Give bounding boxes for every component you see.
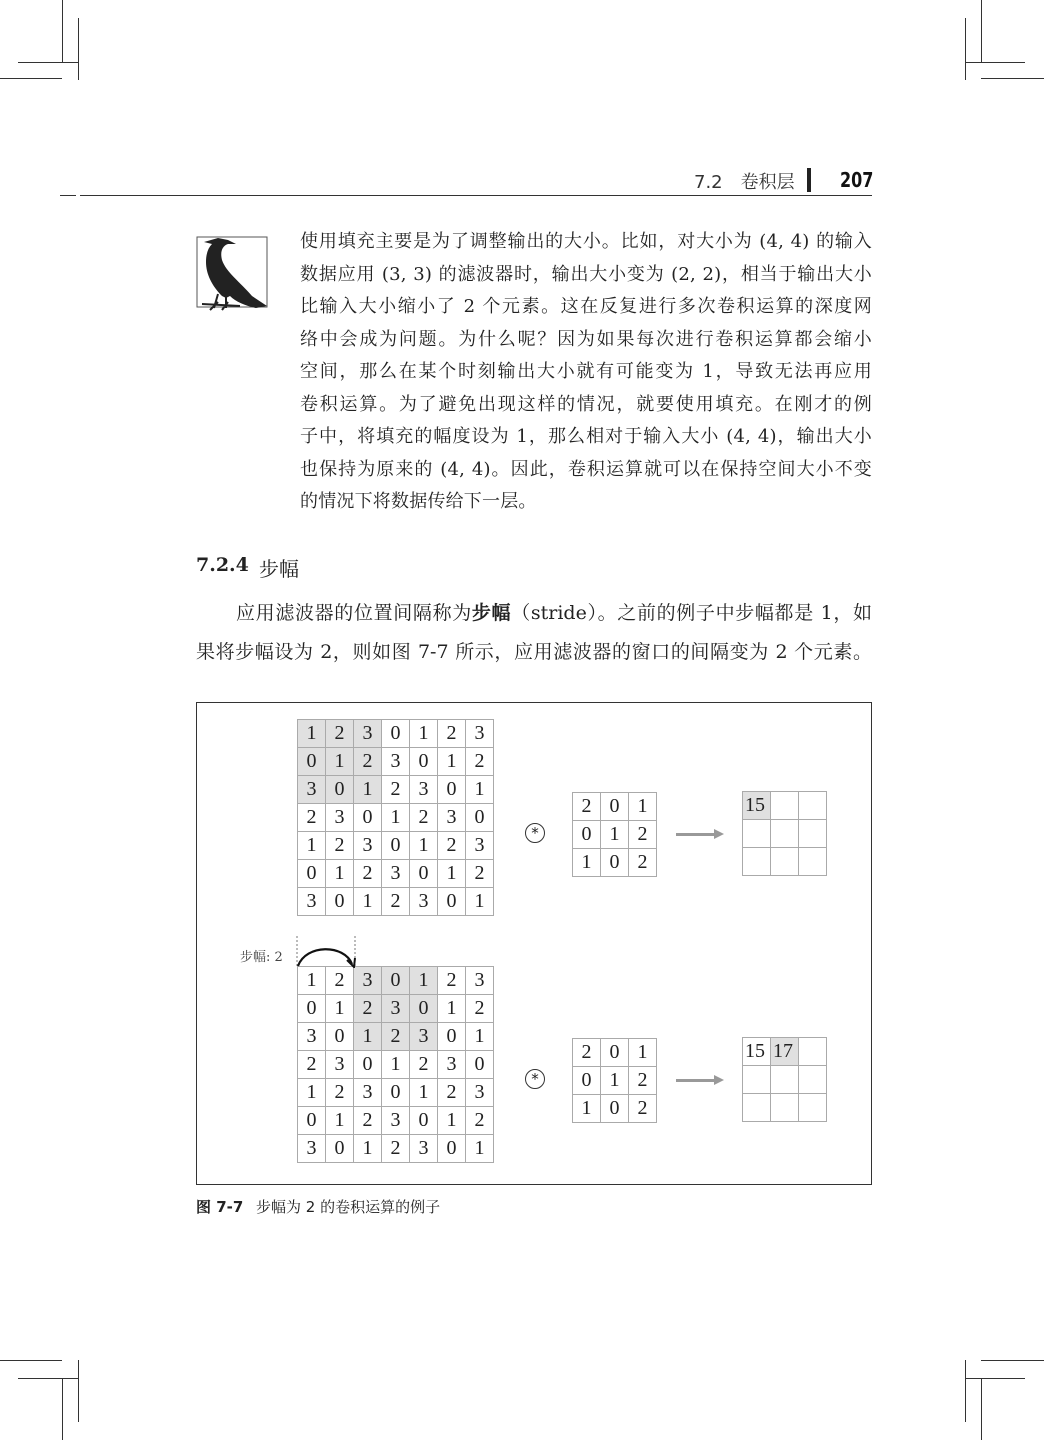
output-grid-cell — [771, 820, 799, 848]
output-grid-cell — [799, 848, 827, 876]
input-grid-cell: 2 — [410, 804, 438, 832]
crop-mark — [78, 18, 79, 80]
header-rule-mark — [60, 195, 76, 196]
filter-grid — [572, 1038, 657, 1123]
input-grid-cell: 0 — [354, 804, 382, 832]
input-grid-cell: 0 — [410, 1107, 438, 1135]
output-grid-cell — [743, 1066, 771, 1094]
arrow-right-icon — [676, 1079, 720, 1082]
note-line: 比输入大小缩小了 2 个元素。这在反复进行多次卷积运算的深度网 — [300, 296, 872, 317]
filter-grid-cell: 0 — [601, 793, 629, 821]
grid-row — [743, 1038, 827, 1066]
input-grid-cell: 1 — [410, 1079, 438, 1107]
input-grid-cell: 1 — [354, 1023, 382, 1051]
input-grid-cell: 3 — [298, 1023, 326, 1051]
input-grid-cell: 0 — [466, 804, 494, 832]
input-grid-cell: 3 — [466, 832, 494, 860]
input-grid-cell: 1 — [466, 888, 494, 916]
input-grid-cell: 2 — [298, 804, 326, 832]
note-line: 络中会成为问题。为什么呢？因为如果每次进行卷积运算都会缩小 — [300, 328, 872, 350]
input-grid-cell: 2 — [382, 1135, 410, 1163]
crop-mark — [965, 18, 966, 80]
convolution-operator-icon: * — [525, 823, 545, 843]
grid-row — [743, 1066, 827, 1094]
input-grid-cell: 1 — [298, 1079, 326, 1107]
grid-row — [298, 804, 494, 832]
input-grid — [297, 966, 494, 1163]
header-separator — [807, 168, 811, 192]
grid-row — [573, 1067, 657, 1095]
grid-row — [573, 793, 657, 821]
caption-label: 图 7-7 — [196, 1198, 244, 1216]
input-grid-cell: 3 — [354, 832, 382, 860]
input-grid-cell: 0 — [382, 720, 410, 748]
crop-mark — [78, 1360, 79, 1422]
output-grid-cell — [799, 1094, 827, 1122]
grid-row — [298, 967, 494, 995]
grid-row — [573, 821, 657, 849]
input-grid-cell: 1 — [438, 748, 466, 776]
filter-grid-cell: 1 — [573, 849, 601, 877]
filter-grid-cell: 0 — [601, 849, 629, 877]
filter-grid-cell: 2 — [629, 821, 657, 849]
note-line: 使用填充主要是为了调整输出的大小。比如，对大小为 (4, 4) 的输入 — [300, 231, 872, 252]
filter-grid-cell: 1 — [629, 793, 657, 821]
output-grid-cell: 15 — [743, 792, 771, 820]
input-grid-cell: 3 — [326, 804, 354, 832]
input-grid-cell: 2 — [326, 967, 354, 995]
input-grid-cell: 1 — [326, 860, 354, 888]
input-grid-cell: 2 — [382, 776, 410, 804]
output-grid-cell — [771, 848, 799, 876]
input-grid — [297, 719, 494, 916]
output-grid-cell — [799, 820, 827, 848]
grid-row — [298, 1079, 494, 1107]
grid-row — [298, 860, 494, 888]
note-line: 的情况下将数据传给下一层。 — [300, 491, 537, 512]
input-grid-cell: 1 — [382, 1051, 410, 1079]
input-grid-cell: 0 — [438, 1023, 466, 1051]
input-grid-cell: 1 — [354, 888, 382, 916]
note-line: 卷积运算。为了避免出现这样的情况，就要使用填充。在刚才的例 — [300, 393, 872, 415]
output-grid-cell — [743, 820, 771, 848]
crop-mark — [965, 1378, 1025, 1379]
filter-grid-cell: 2 — [573, 793, 601, 821]
filter-grid-cell: 1 — [601, 821, 629, 849]
input-grid-cell: 3 — [410, 888, 438, 916]
crow-icon — [196, 236, 268, 312]
input-grid-cell: 1 — [298, 720, 326, 748]
crop-mark — [965, 1360, 966, 1422]
output-grid-cell — [799, 1038, 827, 1066]
input-grid-cell: 1 — [298, 832, 326, 860]
input-grid-cell: 1 — [326, 995, 354, 1023]
stride-label: 步幅: 2 — [240, 950, 283, 965]
filter-grid-cell: 0 — [573, 821, 601, 849]
input-grid-cell: 1 — [438, 1107, 466, 1135]
input-grid-cell: 3 — [466, 1079, 494, 1107]
crop-mark — [981, 1378, 982, 1440]
input-grid-cell: 3 — [326, 1051, 354, 1079]
input-grid-cell: 2 — [326, 1079, 354, 1107]
crop-mark — [981, 0, 982, 62]
input-grid-cell: 2 — [438, 1079, 466, 1107]
running-header-section: 7.2 卷积层 — [694, 172, 795, 193]
output-grid-cell — [799, 1066, 827, 1094]
output-grid — [742, 1037, 827, 1122]
input-grid-cell: 0 — [438, 888, 466, 916]
crop-mark — [18, 62, 78, 63]
crop-mark — [62, 1378, 63, 1440]
input-grid-cell: 2 — [354, 860, 382, 888]
input-grid-cell: 3 — [410, 776, 438, 804]
input-grid-cell: 0 — [438, 776, 466, 804]
input-grid-cell: 3 — [438, 804, 466, 832]
input-grid-cell: 0 — [382, 967, 410, 995]
grid-row — [298, 1023, 494, 1051]
input-grid-cell: 3 — [382, 1107, 410, 1135]
input-grid-cell: 0 — [326, 888, 354, 916]
output-grid-cell — [771, 1066, 799, 1094]
input-grid-cell: 2 — [410, 1051, 438, 1079]
grid-row — [298, 720, 494, 748]
input-grid-cell: 2 — [326, 720, 354, 748]
input-grid-cell: 0 — [298, 860, 326, 888]
filter-grid — [572, 792, 657, 877]
input-grid-cell: 1 — [354, 776, 382, 804]
output-grid-cell — [771, 792, 799, 820]
input-grid-cell: 2 — [438, 967, 466, 995]
stride-arrow-icon — [296, 936, 358, 968]
input-grid-cell: 3 — [298, 1135, 326, 1163]
input-grid-cell: 3 — [410, 1023, 438, 1051]
input-grid-cell: 1 — [410, 967, 438, 995]
filter-grid-cell: 2 — [573, 1039, 601, 1067]
arrow-right-icon — [676, 833, 720, 836]
input-grid-cell: 2 — [466, 995, 494, 1023]
input-grid-cell: 1 — [410, 832, 438, 860]
grid-row — [298, 832, 494, 860]
input-grid-cell: 0 — [298, 1107, 326, 1135]
grid-row — [298, 995, 494, 1023]
grid-row — [573, 849, 657, 877]
paragraph-text: （stride）。之前的例子中步幅都是 1，如 — [511, 602, 872, 624]
caption-text: 步幅为 2 的卷积运算的例子 — [256, 1198, 441, 1216]
input-grid-cell: 0 — [410, 860, 438, 888]
filter-grid-cell: 1 — [601, 1067, 629, 1095]
input-grid-cell: 3 — [466, 967, 494, 995]
input-grid-cell: 0 — [410, 748, 438, 776]
input-grid-cell: 2 — [354, 1107, 382, 1135]
input-grid-cell: 2 — [326, 832, 354, 860]
crop-mark — [0, 1360, 62, 1361]
output-grid-cell — [743, 1094, 771, 1122]
input-grid-cell: 1 — [438, 995, 466, 1023]
input-grid-cell: 1 — [438, 860, 466, 888]
input-grid-cell: 3 — [382, 995, 410, 1023]
input-grid-cell: 2 — [354, 995, 382, 1023]
grid-row — [743, 848, 827, 876]
input-grid-cell: 0 — [326, 1135, 354, 1163]
input-grid-cell: 1 — [326, 748, 354, 776]
crop-mark — [62, 0, 63, 62]
input-grid-cell: 1 — [410, 720, 438, 748]
filter-grid-cell: 1 — [573, 1095, 601, 1123]
input-grid-cell: 2 — [466, 860, 494, 888]
input-grid-cell: 0 — [466, 1051, 494, 1079]
note-line: 空间，那么在某个时刻输出大小就有可能变为 1，导致无法再应用 — [300, 361, 872, 382]
crop-mark — [18, 1378, 78, 1379]
filter-grid-cell: 2 — [629, 1067, 657, 1095]
input-grid-cell: 0 — [326, 776, 354, 804]
input-grid-cell: 3 — [298, 776, 326, 804]
filter-grid-cell: 2 — [629, 849, 657, 877]
input-grid-cell: 2 — [466, 1107, 494, 1135]
output-grid-cell: 17 — [771, 1038, 799, 1066]
input-grid-cell: 1 — [466, 1135, 494, 1163]
input-grid-cell: 0 — [382, 1079, 410, 1107]
input-grid-cell: 3 — [354, 720, 382, 748]
output-grid-cell — [771, 1094, 799, 1122]
convolution-operator-icon: * — [525, 1069, 545, 1089]
grid-row — [298, 1051, 494, 1079]
input-grid-cell: 1 — [382, 804, 410, 832]
input-grid-cell: 0 — [298, 995, 326, 1023]
output-grid — [742, 791, 827, 876]
note-line: 也保持为原来的 (4, 4)。因此，卷积运算就可以在保持空间大小不变 — [300, 458, 872, 480]
crop-mark — [981, 1360, 1044, 1361]
filter-grid-cell: 0 — [601, 1039, 629, 1067]
note-line: 子中，将填充的幅度设为 1，那么相对于输入大小 (4, 4)，输出大小 — [300, 426, 872, 447]
grid-row — [298, 1135, 494, 1163]
input-grid-cell: 2 — [354, 748, 382, 776]
output-grid-cell — [743, 848, 771, 876]
input-grid-cell: 2 — [382, 888, 410, 916]
input-grid-cell: 0 — [410, 995, 438, 1023]
input-grid-cell: 1 — [354, 1135, 382, 1163]
section-number: 7.2.4 — [196, 554, 249, 576]
note-line: 数据应用 (3, 3) 的滤波器时，输出大小变为 (2, 2)，相当于输出大小 — [300, 263, 872, 285]
header-rule — [80, 195, 872, 196]
output-grid-cell — [799, 792, 827, 820]
input-grid-cell: 0 — [438, 1135, 466, 1163]
input-grid-cell: 2 — [298, 1051, 326, 1079]
input-grid-cell: 3 — [298, 888, 326, 916]
input-grid-cell: 0 — [382, 832, 410, 860]
input-grid-cell: 2 — [438, 720, 466, 748]
input-grid-cell: 3 — [382, 748, 410, 776]
grid-row — [298, 1107, 494, 1135]
term-bold: 步幅 — [471, 602, 512, 624]
grid-row — [743, 820, 827, 848]
input-grid-cell: 1 — [298, 967, 326, 995]
input-grid-cell: 0 — [326, 1023, 354, 1051]
grid-row — [573, 1039, 657, 1067]
grid-row — [298, 888, 494, 916]
input-grid-cell: 3 — [438, 1051, 466, 1079]
crop-mark — [0, 78, 62, 79]
paragraph-line: 果将步幅设为 2，则如图 7-7 所示，应用滤波器的窗口的间隔变为 2 个元素。 — [196, 641, 872, 663]
input-grid-cell: 1 — [466, 1023, 494, 1051]
input-grid-cell: 0 — [298, 748, 326, 776]
filter-grid-cell: 1 — [629, 1039, 657, 1067]
input-grid-cell: 2 — [438, 832, 466, 860]
input-grid-cell: 3 — [382, 860, 410, 888]
grid-row — [298, 776, 494, 804]
grid-row — [298, 748, 494, 776]
filter-grid-cell: 0 — [601, 1095, 629, 1123]
input-grid-cell: 0 — [354, 1051, 382, 1079]
grid-row — [573, 1095, 657, 1123]
input-grid-cell: 2 — [466, 748, 494, 776]
input-grid-cell: 3 — [410, 1135, 438, 1163]
input-grid-cell: 1 — [326, 1107, 354, 1135]
crop-mark — [965, 62, 1025, 63]
crop-mark — [981, 78, 1044, 79]
input-grid-cell: 3 — [354, 1079, 382, 1107]
paragraph-text: 应用滤波器的位置间隔称为 — [236, 602, 472, 624]
section-title: 步幅 — [259, 557, 299, 581]
page-number: 207 — [840, 168, 874, 192]
input-grid-cell: 3 — [354, 967, 382, 995]
input-grid-cell: 3 — [466, 720, 494, 748]
filter-grid-cell: 0 — [573, 1067, 601, 1095]
output-grid-cell: 15 — [743, 1038, 771, 1066]
filter-grid-cell: 2 — [629, 1095, 657, 1123]
input-grid-cell: 1 — [466, 776, 494, 804]
paragraph-line — [236, 594, 872, 633]
input-grid-cell: 2 — [382, 1023, 410, 1051]
grid-row — [743, 792, 827, 820]
grid-row — [743, 1094, 827, 1122]
